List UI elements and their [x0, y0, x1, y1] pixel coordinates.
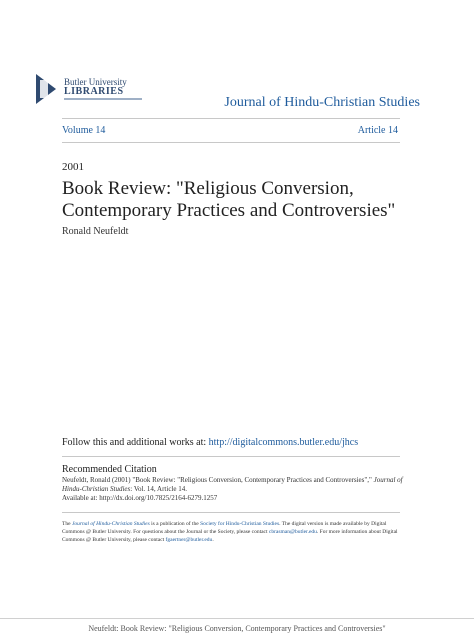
logo-underline — [64, 98, 142, 100]
butler-libraries-logo — [36, 74, 146, 104]
article-link[interactable]: Article 14 — [357, 125, 398, 136]
header-divider — [62, 142, 400, 143]
notice-text-4: . For more information about Digital Commons @ Butler University, please contact — [62, 529, 398, 543]
publication-year: 2001 — [62, 161, 84, 173]
page-footer-divider — [0, 618, 474, 619]
notice-society-link[interactable]: Society for Hindu-Christian Studies — [200, 521, 280, 527]
notice-text-5: . — [212, 537, 214, 543]
citation-text-part1: Neufeldt, Ronald (2001) "Book Review: "Religious Conversion, Contemporary Practices and Controversies"," — [62, 476, 374, 484]
citation-journal-name: Journal of Hindu-Christian Studies — [62, 476, 403, 493]
volume-link[interactable]: Volume 14 — [62, 125, 106, 136]
author-name: Ronald Neufeldt — [62, 226, 129, 237]
follow-label: Follow this and additional works at: — [62, 437, 209, 448]
article-title: Book Review: "Religious Conversion, Contemporary Practices and Controversies" — [62, 178, 396, 221]
journal-title[interactable]: Journal of Hindu-Christian Studies — [224, 95, 420, 110]
notice-journal-link[interactable]: Journal of Hindu-Christian Studies — [71, 521, 150, 527]
notice-text-1: The — [62, 521, 72, 527]
citation-heading: Recommended Citation — [62, 464, 157, 475]
logo-text-libraries: LIBRARIES — [64, 86, 124, 97]
publication-notice — [62, 520, 406, 544]
notice-email-1[interactable]: cbrasman@butler.edu — [268, 529, 317, 535]
citation-body — [62, 476, 406, 503]
notice-text-3: . The digital version is made available by Digital Commons @ Butler University. For questions about the Journal or the Society, please contact — [62, 521, 387, 535]
notice-email-2[interactable]: fgaertner@butler.edu — [165, 537, 213, 543]
follow-line — [62, 437, 358, 448]
citation-text-part2: : Vol. 14, Article 14. — [130, 485, 187, 493]
top-divider — [62, 118, 400, 119]
page-footer: Neufeldt: Book Review: "Religious Conversion, Contemporary Practices and Controversies" — [88, 624, 386, 633]
citation-divider — [62, 456, 400, 457]
logo-text-university: Butler University — [64, 77, 127, 87]
citation-doi[interactable]: Available at: http://dx.doi.org/10.7825/2164-6279.1257 — [62, 494, 218, 502]
logo-mark-inner — [40, 80, 48, 98]
notice-text-2: is a publication of the — [149, 521, 201, 527]
collection-url-link[interactable]: http://digitalcommons.butler.edu/jhcs — [208, 437, 359, 448]
notice-divider — [62, 512, 400, 513]
